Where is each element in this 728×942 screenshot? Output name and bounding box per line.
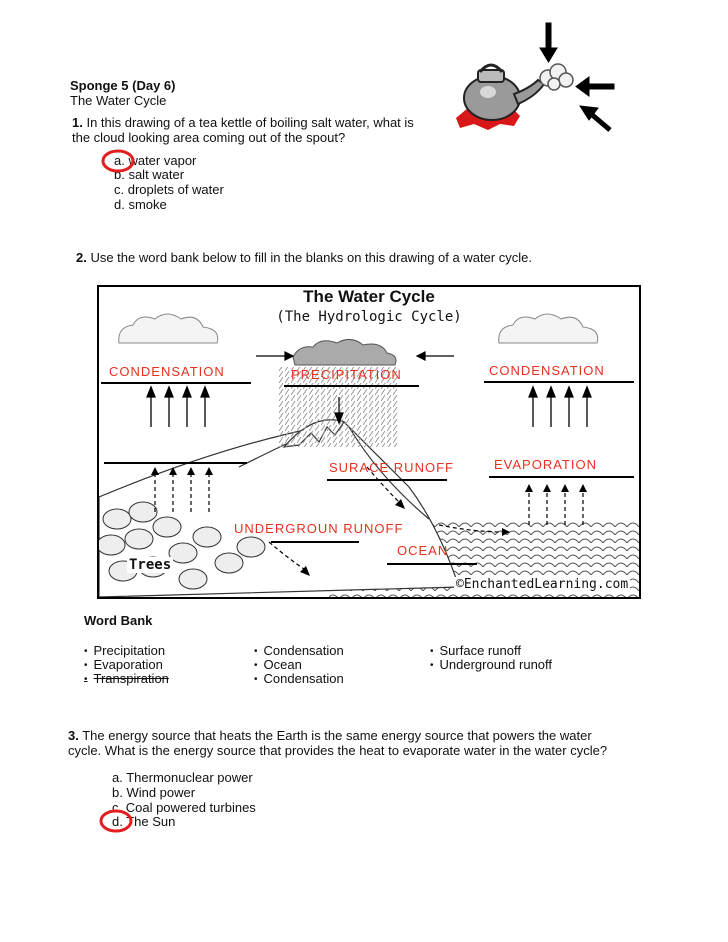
word-bank-item-struck: • Transpiration [84, 671, 169, 686]
q1-option-c: c. droplets of water [114, 182, 224, 197]
blank-ocean [387, 563, 477, 565]
q1-prompt [72, 115, 452, 145]
word-bank-item: • Evaporation [84, 657, 163, 672]
blank-surface-runoff [327, 479, 447, 481]
blank-precipitation [284, 385, 419, 387]
q1-number: 1. [72, 115, 83, 130]
q1-text-line2: the cloud looking area coming out of the spout? [72, 130, 346, 145]
word-bank-title: Word Bank [84, 613, 153, 628]
sponge-title: Sponge 5 (Day 6) [70, 78, 176, 93]
label-condensation-left: CONDENSATION [109, 364, 225, 379]
q1-option-a: a. water vapor [114, 153, 197, 168]
q2-text: Use the word bank below to fill in the blanks on this drawing of a water cycle. [86, 250, 532, 265]
q3-option-d: d. The Sun [112, 814, 176, 829]
diagram-title: The Water Cycle [303, 287, 435, 306]
word-bank-item: • Condensation [254, 643, 344, 658]
credit-label: ©EnchantedLearning.com [456, 577, 629, 592]
label-condensation-right: CONDENSATION [489, 363, 605, 378]
q1-text-line1: In this drawing of a tea kettle of boiling salt water, what is [82, 115, 414, 130]
q2-number: 2. [76, 250, 87, 265]
label-ocean: OCEAN [397, 543, 449, 558]
word-bank-item: • Condensation [254, 671, 344, 686]
q3-text-line2: cycle. What is the energy source that provides the heat to evaporate water in the water cycle? [68, 743, 608, 758]
q1-answer-circle [100, 148, 136, 174]
q1-option-d: d. smoke [114, 197, 167, 212]
word-bank-item: • Precipitation [84, 643, 166, 658]
worksheet-subtitle: The Water Cycle [70, 93, 167, 108]
q3-option-b: b. Wind power [112, 785, 196, 800]
q3-option-c: c. Coal powered turbines [112, 800, 256, 815]
q3-text-line1: The energy source that heats the Earth is the same energy source that powers the water [78, 728, 592, 743]
q3-option-a: a. Thermonuclear power [112, 770, 253, 785]
q3-prompt [68, 728, 708, 758]
q1-option-b: b. salt water [114, 167, 185, 182]
label-evaporation: EVAPORATION [494, 457, 597, 472]
diagram-artwork [99, 287, 639, 597]
kettle-illustration [448, 20, 623, 140]
water-cycle-diagram [97, 285, 641, 599]
blank-underground-runoff [271, 541, 359, 543]
blank-condensation-left [101, 382, 251, 384]
blank-evaporation [489, 476, 634, 478]
word-bank-item: • Ocean [254, 657, 302, 672]
blank-transpiration [104, 462, 247, 464]
word-bank-item: • Surface runoff [430, 643, 521, 658]
q3-number: 3. [68, 728, 79, 743]
q3-answer-circle [98, 808, 134, 834]
label-underground-runoff: UNDERGROUN RUNOFF [234, 521, 404, 536]
diagram-subtitle: (The Hydrologic Cycle) [276, 309, 462, 325]
label-surface-runoff: SURACE RUNOFF [329, 460, 454, 475]
trees-label: Trees [129, 557, 172, 573]
word-bank-item: • Underground runoff [430, 657, 553, 672]
blank-condensation-right [484, 381, 634, 383]
q2-prompt [76, 250, 532, 265]
label-precipitation: PRECIPITATION [291, 367, 402, 382]
